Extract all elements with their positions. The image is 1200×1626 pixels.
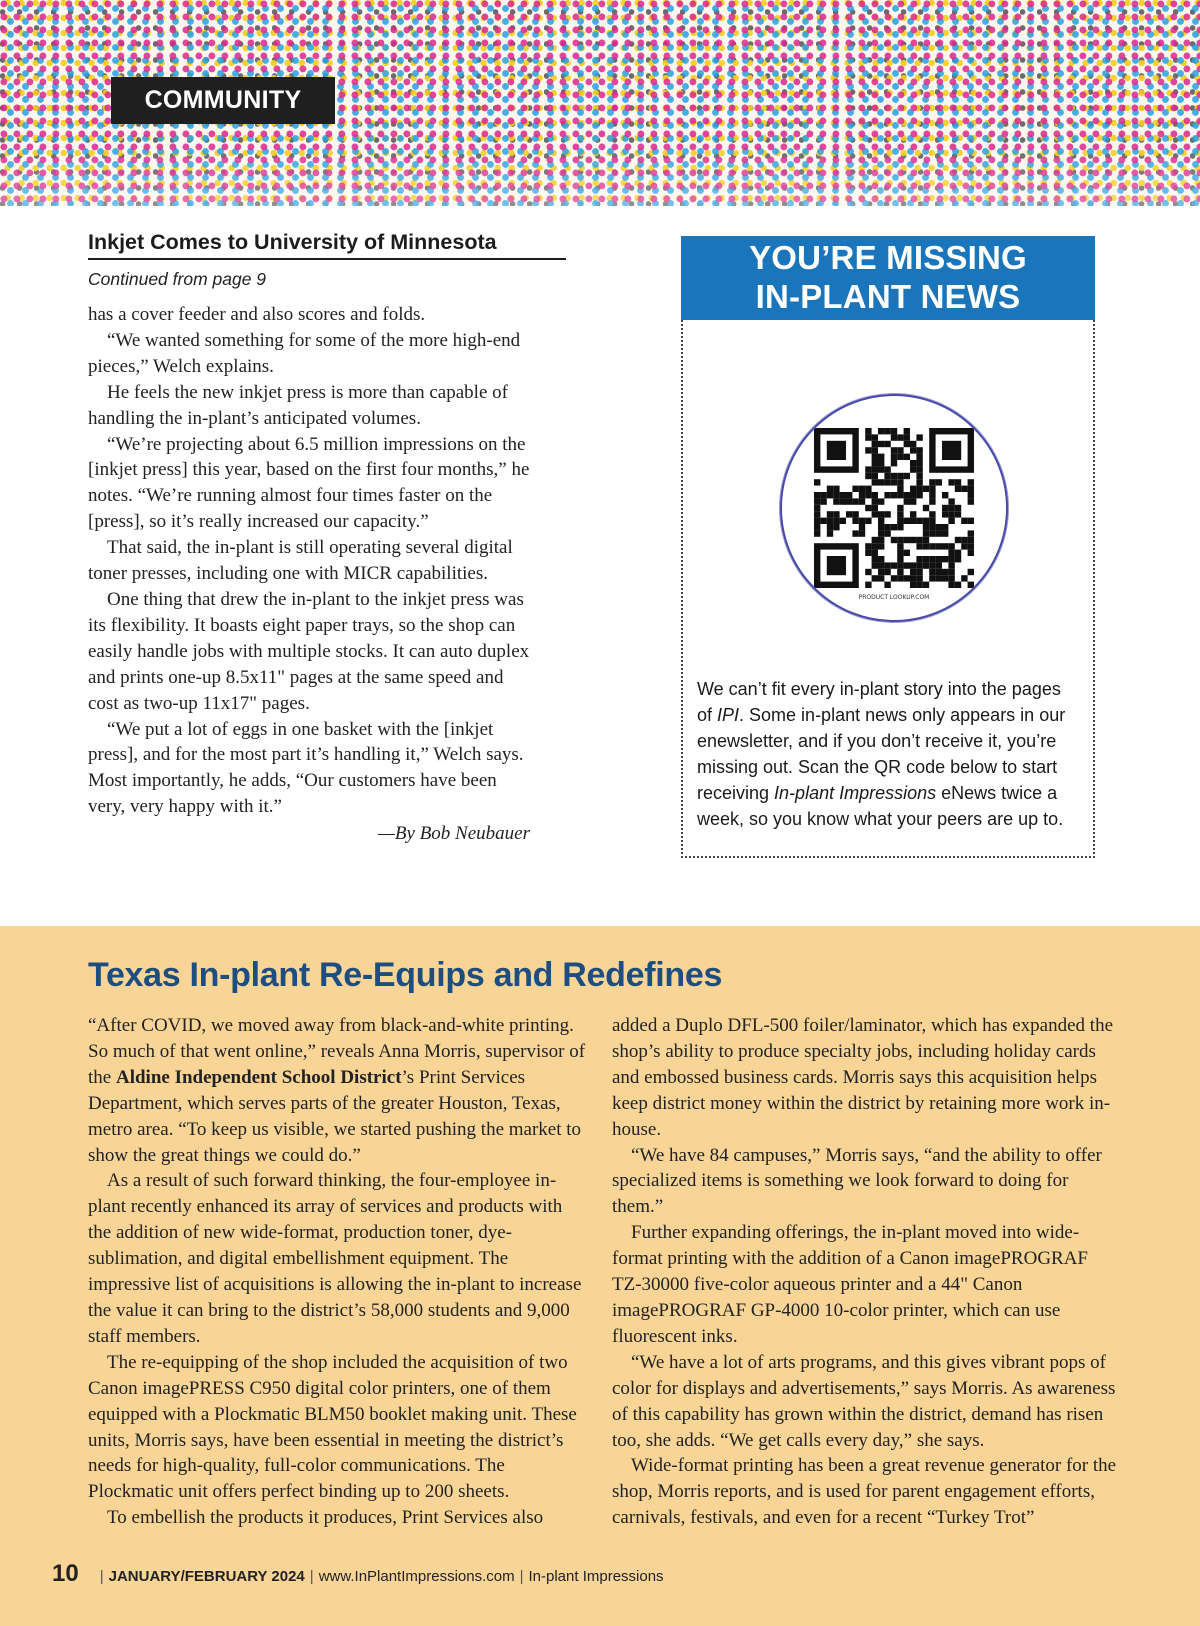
promo-headline [681, 236, 1095, 320]
qr-code[interactable] [780, 394, 1008, 622]
article-paragraph: “We have 84 campuses,” Morris says, “and the ability to offer specialized items is something we look forward to doing for them.” [612, 1144, 1102, 1218]
qr-caption: PRODUCT LOOKUP.COM [858, 594, 930, 601]
continued-note: Continued from page 9 [88, 269, 267, 289]
bottom-article-section [0, 926, 1200, 1626]
organization-name: Aldine Independent School District [115, 1066, 402, 1088]
article-paragraph: “We’re projecting about 6.5 million impressions on the [inkjet press] this year, based on the first four months,” he notes. “We’re running almost four times faster on the [press], so it’s really increased our capacity.” [88, 433, 530, 533]
promo-headline-line: YOU’RE MISSING [749, 239, 1027, 276]
article-paragraph: To embellish the products it produces, Print Services also [107, 1507, 544, 1529]
section-label: COMMUNITY [111, 77, 335, 124]
promo-text-italic: IPI [717, 705, 740, 725]
footer-separator: | [519, 1568, 524, 1585]
article-column-left [88, 1013, 588, 1531]
article-title: Texas In-plant Re-Equips and Redefines [88, 956, 723, 994]
promo-headline-line: IN-PLANT NEWS [755, 278, 1021, 315]
article-paragraph: Further expanding offerings, the in-plant moved into wide-format printing with the addition of a Canon imagePROGRAF TZ-30000 five-color aqueous printer and a 44" Canon imagePROGRAF GP-4000 10-color printer, which can use fluorescent inks. [612, 1222, 1089, 1347]
article-paragraph: “We have a lot of arts programs, and this gives vibrant pops of color for displays and advertisements,” says Morris. As awareness of this capability has grown within the district, demand has risen too, she adds. “We get calls every day,” she says. [612, 1351, 1116, 1451]
promo-text [697, 676, 1077, 832]
newsletter-promo-box [681, 236, 1095, 858]
page-number: 10 [52, 1560, 79, 1587]
top-article [88, 230, 538, 845]
article-title: Inkjet Comes to University of Minnesota [88, 230, 566, 260]
article-paragraph: He feels the new inkjet press is more than capable of handling the in-plant’s anticipated volumes. [88, 381, 508, 429]
promo-text-segment: We can’t fit every in-plant story into the pages of [697, 679, 1061, 725]
article-paragraph: has a cover feeder and also scores and folds. [88, 304, 426, 325]
article-paragraph: One thing that drew the in-plant to the inkjet press was its flexibility. It boasts eight paper trays, so the shop can easily handle jobs with multiple stocks. It can auto duplex and prints one-up 8.5x11" pages at the same speed and cost as two-up 11x17" pages. [88, 588, 530, 714]
byline: —By Bob Neubauer [378, 823, 530, 845]
footer-separator: | [99, 1568, 104, 1585]
issue-date: JANUARY/FEBRUARY 2024 [108, 1568, 305, 1585]
article-column-right [612, 1013, 1117, 1531]
article-paragraph: added a Duplo DFL-500 foiler/laminator, which has expanded the shop’s ability to produce specialty jobs, including holiday cards and embossed business cards. Morris says this acquisition helps keep district money within the district by retaining more work in-house. [612, 1015, 1114, 1140]
text-segment: “After COVID, we moved away from black-and-white printing. So much of that went online,” reveals Anna Morris, supervisor of the [88, 1015, 586, 1088]
magazine-name: In-plant Impressions [528, 1568, 664, 1585]
article-paragraph: The re-equipping of the shop included the acquisition of two Canon imagePRESS C950 digital color printers, one of them equipped with a Plockmatic BLM50 booklet making unit. These units, Morris says, have been essential in meeting the district’s needs for high-quality, full-color communications. The Plockmatic unit offers perfect binding up to 200 sheets. [88, 1351, 577, 1503]
article-paragraph: “We put a lot of eggs in one basket with the [inkjet press], and for the most part it’s handling it,” Welch says. Most importantly, he adds, “Our customers have been very, very happy with it.” [88, 718, 524, 818]
qr-code-graphic [782, 396, 1006, 620]
text-segment: ’s Print Services Department, which serves parts of the greater Houston, Texas, metro area. “To keep us visible, we started pushing the market to show the great things we could do.” [88, 1066, 582, 1166]
article-paragraph: “We wanted something for some of the more high-end pieces,” Welch explains. [88, 329, 521, 377]
promo-text-segment: eNews twice a week, so you know what your peers are up to. [697, 783, 1064, 829]
article-paragraph: As a result of such forward thinking, the four-employee in-plant recently enhanced its array of services and products with the addition of new wide-format, production toner, dye-sublimation, and digital embellishment equipment. The impressive list of acquisitions is allowing the in-plant to increase the value it can bring to the district’s 58,000 students and 9,000 staff members. [88, 1170, 582, 1347]
page-footer [52, 1560, 664, 1588]
footer-separator: | [309, 1568, 314, 1585]
promo-text-italic: In-plant Impressions [774, 783, 937, 803]
website-link[interactable]: www.InPlantImpressions.com [318, 1568, 515, 1585]
promo-text-segment: . Some in-plant news only appears in our enewsletter, and if you don’t receive it, you’re missing out. Scan the QR code below to start receiving [697, 705, 1066, 803]
article-paragraph [88, 1013, 588, 1168]
article-paragraph: That said, the in-plant is still operating several digital toner presses, including one with MICR capabilities. [88, 537, 513, 585]
article-paragraph: Wide-format printing has been a great revenue generator for the shop, Morris reports, and is used for parent engagement efforts, carnivals, festivals, and even for a recent “Turkey Trot” [612, 1455, 1117, 1529]
